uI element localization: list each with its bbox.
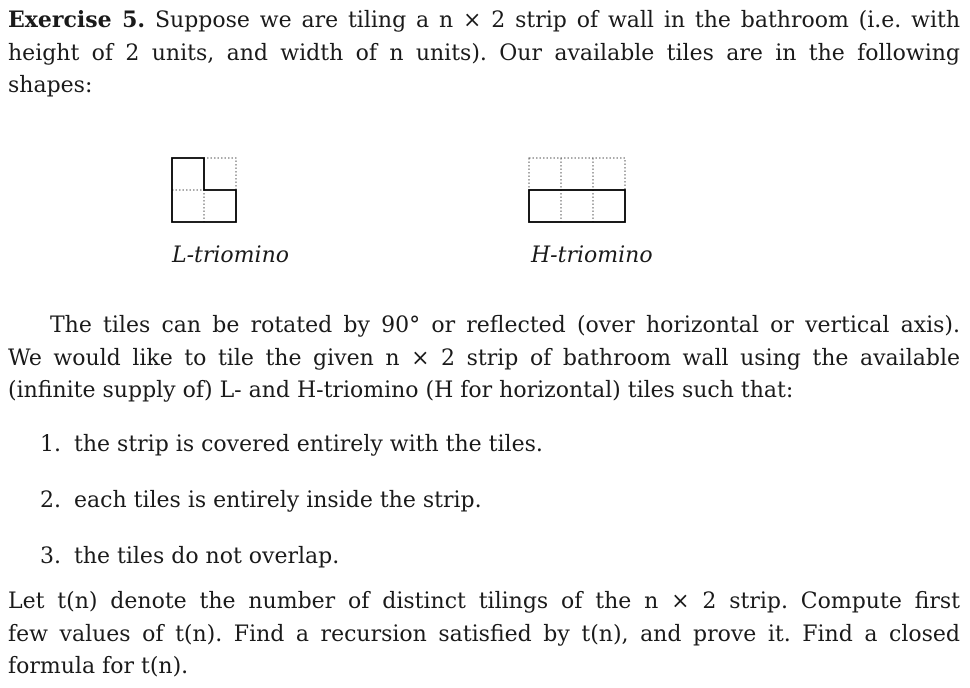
rules-line-3: (infinite supply of) L- and H-triomino (H for horizontal) tiles such that: [8, 378, 794, 403]
h-triomino-caption: H-triomino [531, 243, 653, 268]
exercise-label: Exercise 5. [8, 7, 146, 33]
list-item: 3. the tiles do not overlap. [40, 544, 340, 569]
h-triomino-figure [526, 155, 628, 225]
rules-line-1: The tiles can be rotated by 90° or reflected (over horizontal or vertical axis). [50, 313, 960, 338]
task-paragraph [8, 586, 960, 684]
task-line-1: Let t(n) denote the number of distinct tilings of the n × 2 strip. Compute first [8, 589, 960, 614]
task-line-2: few values of t(n). Find a recursion satisfied by t(n), and prove it. Find a closed [8, 621, 960, 647]
list-item: 1. the strip is covered entirely with the tiles. [40, 432, 543, 457]
intro-paragraph [8, 4, 960, 103]
l-triomino-figure [170, 155, 240, 225]
intro-line-1: Exercise 5. Suppose we are tiling a n × 2 strip of wall in the bathroom (i.e. with [8, 7, 961, 33]
intro-line-2: height of 2 units, and width of n units). Our available tiles are in the following [8, 40, 960, 66]
intro-line-3: shapes: [8, 73, 93, 98]
rules-line-2: We would like to tile the given n × 2 strip of bathroom wall using the available [8, 345, 960, 371]
task-line-3: formula for t(n). [8, 654, 189, 679]
list-item: 2. each tiles is entirely inside the strip. [40, 488, 482, 513]
rules-paragraph [8, 310, 960, 408]
l-triomino-caption: L-triomino [172, 243, 289, 268]
